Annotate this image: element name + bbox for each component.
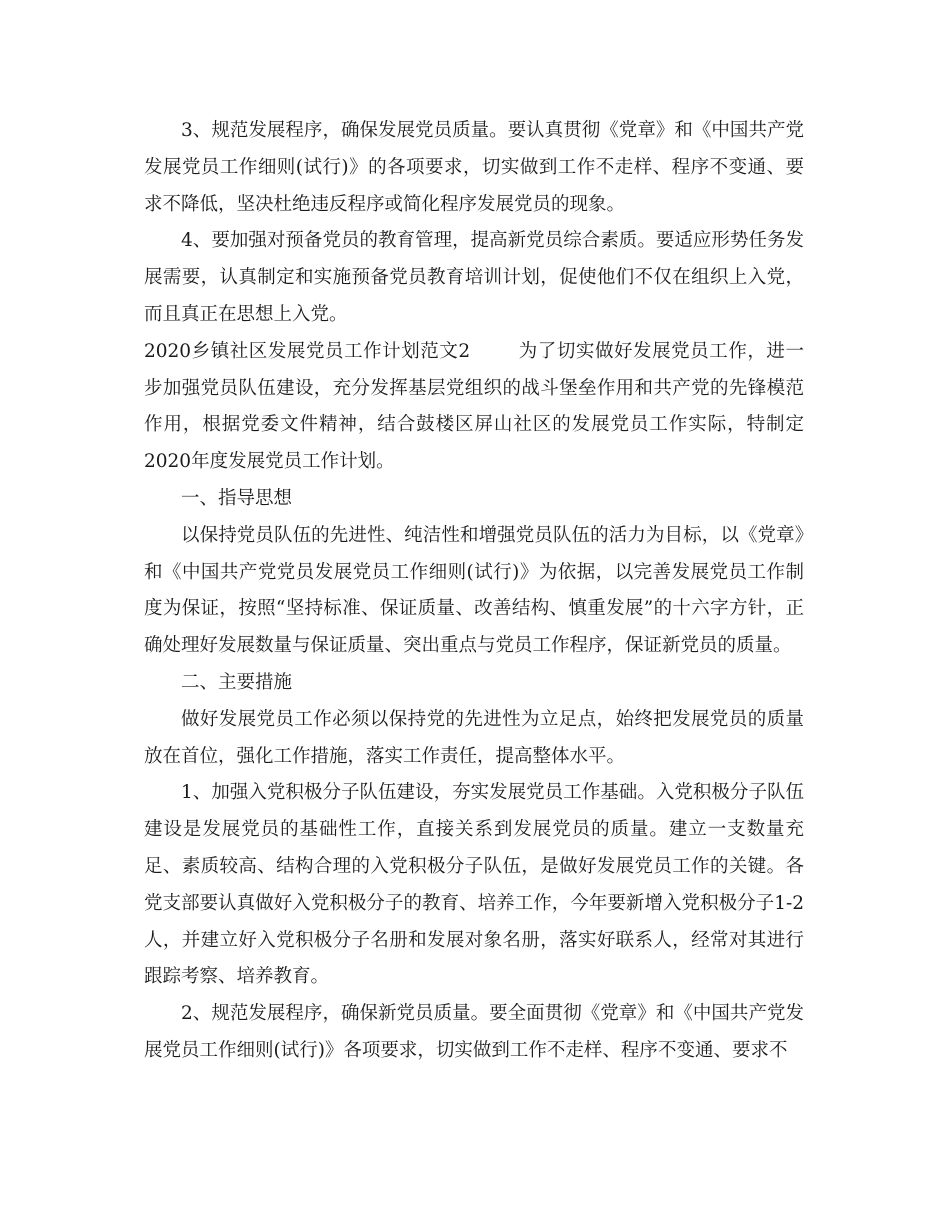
section-title: 2020乡镇社区发展党员工作计划范文2 bbox=[144, 340, 471, 362]
paragraph-5: 以保持党员队伍的先进性、纯洁性和增强党员队伍的活力为目标，以《党章》和《中国共产党党员发展党员工作细则(试行)》为依据，以完善发展党员工作制度为保证，按照“坚持标准、保证质量、改善结构、慎重发展”的十六字方针，正确处理好发展数量与保证质量、突出重点与党员工作程序，保证新党员的质量。 bbox=[144, 524, 804, 657]
paragraph-9: 2、规范发展程序，确保新党员质量。要全面贯彻《党章》和《中国共产党发展党员工作细则(试行)》各项要求，切实做到工作不走样、程序不变通、要求不 bbox=[144, 1003, 804, 1061]
paragraph-1: 3、规范发展程序，确保发展党员质量。要认真贯彻《党章》和《中国共产党发展党员工作细则(试行)》的各项要求，切实做到工作不走样、程序不变通、要求不降低，坚决杜绝违反程序或简化程序发展党员的现象。 bbox=[144, 120, 804, 215]
paragraph-3 bbox=[144, 334, 804, 481]
paragraph-7: 做好发展党员工作必须以保持党的先进性为立足点，始终把发展党员的质量放在首位，强化工作措施，落实工作责任，提高整体水平。 bbox=[144, 708, 804, 767]
heading-main-measures: 二、主要措施 bbox=[181, 671, 293, 693]
paragraph-3-body: 为了切实做好发展党员工作，进一步加强党员队伍建设，充分发挥基层党组织的战斗堡垒作用和共产党的先锋模范作用，根据党委文件精神，结合鼓楼区屏山社区的发展党员工作实际，特制定2020年度发展党员工作计划。 bbox=[144, 340, 804, 473]
paragraph-8: 1、加强入党积极分子队伍建设，夯实发展党员工作基础。入党积极分子队伍建设是发展党员的基础性工作，直接关系到发展党员的质量。建立一支数量充足、素质较高、结构合理的入党积极分子队伍，是做好发展党员工作的关键。各党支部要认真做好入党积极分子的教育、培养工作，今年要新增入党积极分子1-2人，并建立好入党积极分子名册和发展对象名册，落实好联系人，经常对其进行跟踪考察、培养教育。 bbox=[144, 782, 804, 988]
heading-guiding-ideology: 一、指导思想 bbox=[181, 487, 293, 509]
paragraph-2: 4、要加强对预备党员的教育管理，提高新党员综合素质。要适应形势任务发展需要，认真制定和实施预备党员教育培训计划，促使他们不仅在组织上入党，而且真正在思想上入党。 bbox=[144, 230, 804, 325]
document-page bbox=[144, 113, 804, 1070]
